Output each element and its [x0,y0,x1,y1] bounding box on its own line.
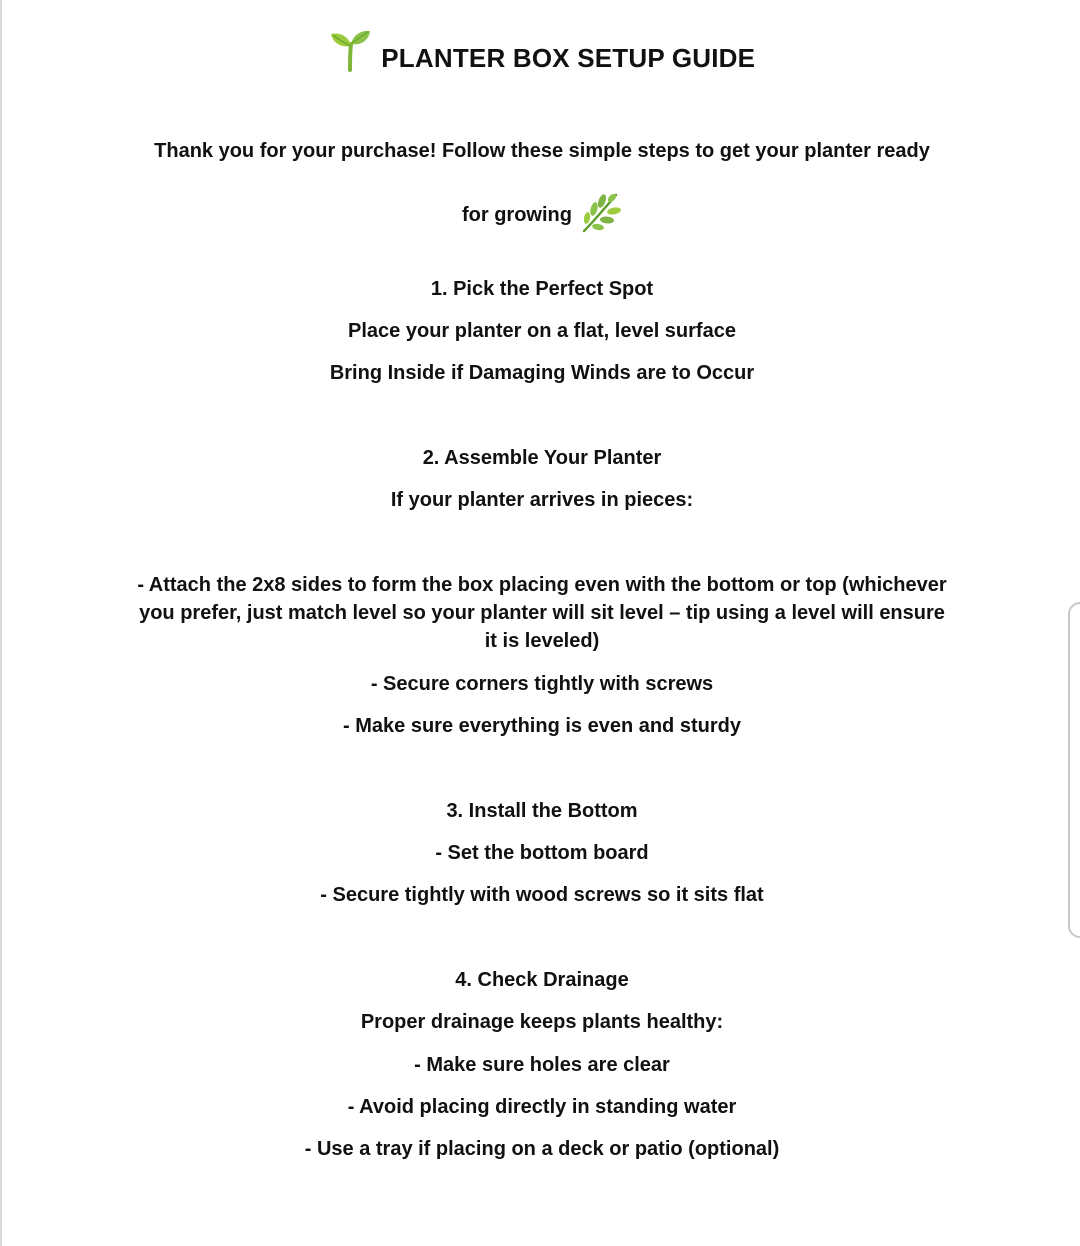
step-1-heading: 1. Pick the Perfect Spot [430,278,654,300]
step-1-line-2: Bring Inside if Damaging Winds are to Occur [329,362,755,384]
step-2-line-1: If your planter arrives in pieces: [390,489,694,511]
step-3-line-2: - Secure tightly with wood screws so it sits flat [320,884,764,906]
step-4-heading: 4. Check Drainage [455,969,629,991]
sprout-icon [329,28,371,72]
title-row [2,30,1080,74]
step-2-line-3: - Secure corners tightly with screws [370,673,714,695]
step-3-line-1: - Set the bottom board [435,842,649,864]
page-title: PLANTER BOX SETUP GUIDE [381,43,756,73]
intro-line-1: Thank you for your purchase! Follow these simple steps to get your planter ready [154,140,930,162]
step-2-heading: 2. Assemble Your Planter [422,447,662,469]
scroll-handle[interactable] [1068,602,1080,938]
step-3-heading: 3. Install the Bottom [446,800,638,822]
step-2-line-4: - Make sure everything is even and sturdy [343,715,741,737]
step-4-line-1: Proper drainage keeps plants healthy: [360,1011,724,1033]
step-2-line-2: - Attach the 2x8 sides to form the box placing even with the bottom or top (whichever you prefer, just match level so your planter will sit level – tip using a level will ensure it is leveled) [137,574,947,652]
herb-icon [578,191,622,235]
step-4-line-3: - Avoid placing directly in standing water [347,1096,737,1118]
step-1-line-1: Place your planter on a flat, level surface [348,320,736,342]
intro-line-2-text: for growing [462,204,572,226]
intro-line-2 [2,191,1080,235]
step-4-line-2: - Make sure holes are clear [414,1054,670,1076]
step-4-line-4: - Use a tray if placing on a deck or patio (optional) [304,1138,780,1160]
